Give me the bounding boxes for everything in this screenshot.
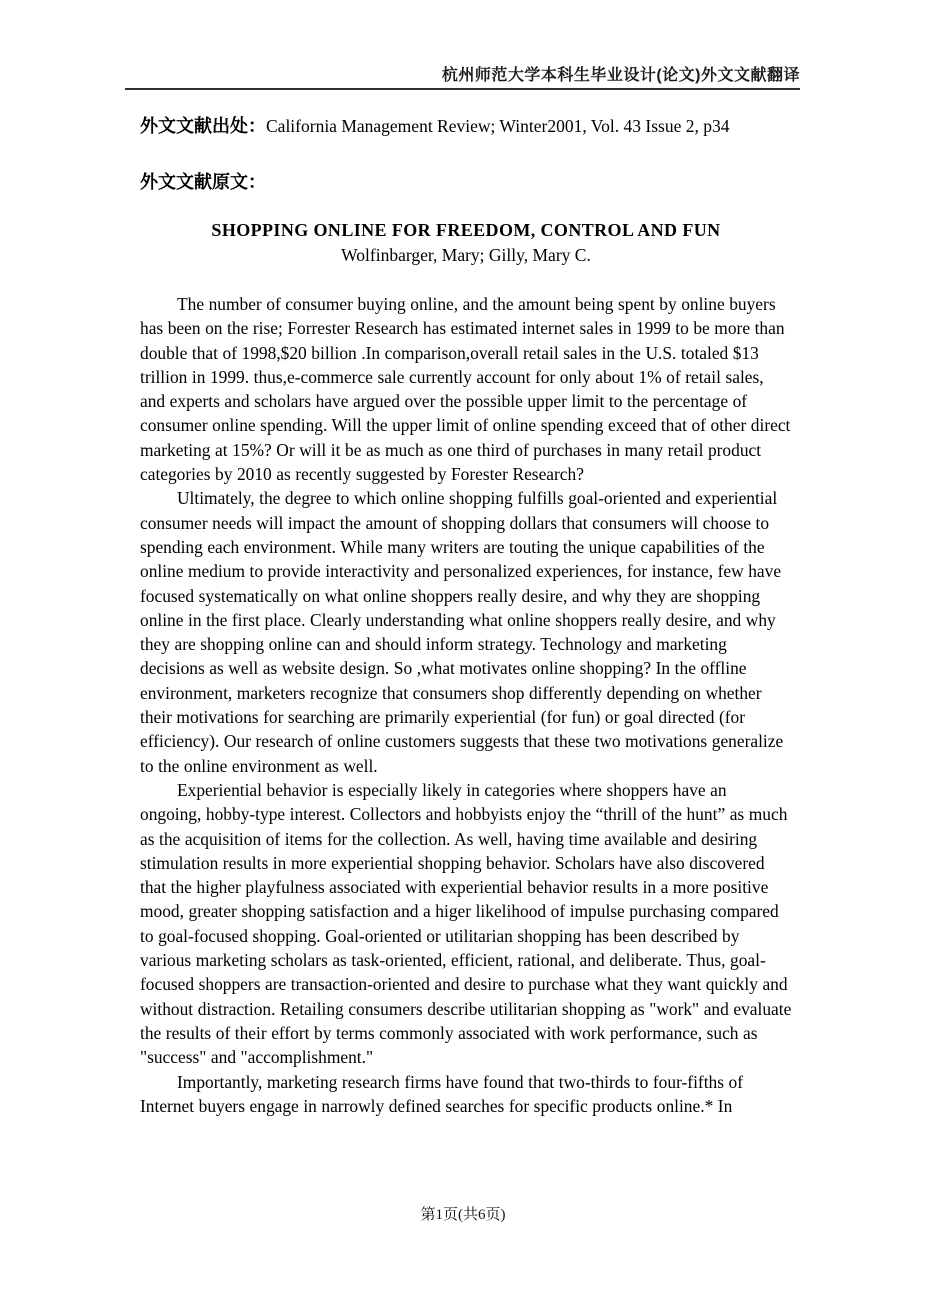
article-title: SHOPPING ONLINE FOR FREEDOM, CONTROL AND FUN (211, 220, 721, 240)
document-content (140, 112, 792, 1118)
paragraph-1: The number of consumer buying online, and the amount being spent by online buyers has been on the rise; Forrester Research has estimated internet sales in 1999 to be more than double that of 1998,$20 billion .In comparison,overall retail sales in the U.S. totaled $13 trillion in 1999. thus,e-commerce sale currently account for only about 1% of retail sales, and experts and scholars have argued over the possible upper limit to the percentage of consumer online spending. Will the upper limit of online spending exceed that of other direct marketing at 15%? Or will it be as much as one third of purchases in many retail product categories by 2010 as recently suggested by Forester Research? (140, 294, 791, 485)
paragraph-3: Experiential behavior is especially likely in categories where shoppers have an ongoing, hobby-type interest. Collectors and hobbyists enjoy the “thrill of the hunt” as much as the acquisition of items for the collection. As well, having time available and desiring stimulation results in more experiential shopping behavior. Scholars have also discovered that the higher playfulness associated with experiential behavior results in a more positive mood, greater shopping satisfaction and a higer likelihood of impulse purchasing compared to goal-focused shopping. Goal-oriented or utilitarian shopping has been described by various marketing scholars as task-oriented, efficient, rational, and deliberate. Thus, goal-focused shoppers are transaction-oriented and desire to purchase what they want quickly and without distraction. Retailing consumers describe utilitarian shopping as "work" and evaluate the results of their effort by terms commonly associated with work performance, such as "success" and "accomplishment." (140, 779, 792, 1068)
article-authors: Wolfinbarger, Mary; Gilly, Mary C. (341, 245, 591, 265)
article-body (140, 292, 792, 1118)
source-value: California Management Review; Winter2001, Vol. 43 Issue 2, p34 (266, 116, 730, 136)
page-header (125, 62, 800, 90)
page-footer (0, 1203, 926, 1224)
original-label-line (140, 168, 792, 194)
original-label: 外文文献原文： (140, 172, 266, 192)
page-number: 第1页(共6页) (420, 1207, 506, 1223)
header-title: 杭州师范大学本科生毕业设计(论文)外文文献翻译 (441, 67, 800, 84)
paragraph-2: Ultimately, the degree to which online shopping fulfills goal-oriented and experiential consumer needs will impact the amount of shopping dollars that consumers will choose to spending each environment. While many writers are touting the unique capabilities of the online medium to provide interactivity and personalized experiences, for instance, few have focused systematically on what online shoppers really desire, and why they are shopping online in the first place. Clearly understanding what online shoppers really desire, and why they are shopping online can and should inform strategy. Technology and marketing decisions as well as website design. So ,what motivates online shopping? In the offline environment, marketers recognize that consumers shop differently depending on whether their motivations for searching are primarily experiential (for fun) or goal directed (for efficiency). Our research of online customers suggests that these two motivations generalize to the online environment as well. (140, 488, 784, 776)
paragraph-4: Importantly, marketing research firms have found that two-thirds to four-fifths of Internet buyers engage in narrowly defined searches for specific products online.* In (140, 1071, 744, 1116)
source-label: 外文文献出处： (140, 116, 266, 136)
source-line (140, 112, 792, 138)
